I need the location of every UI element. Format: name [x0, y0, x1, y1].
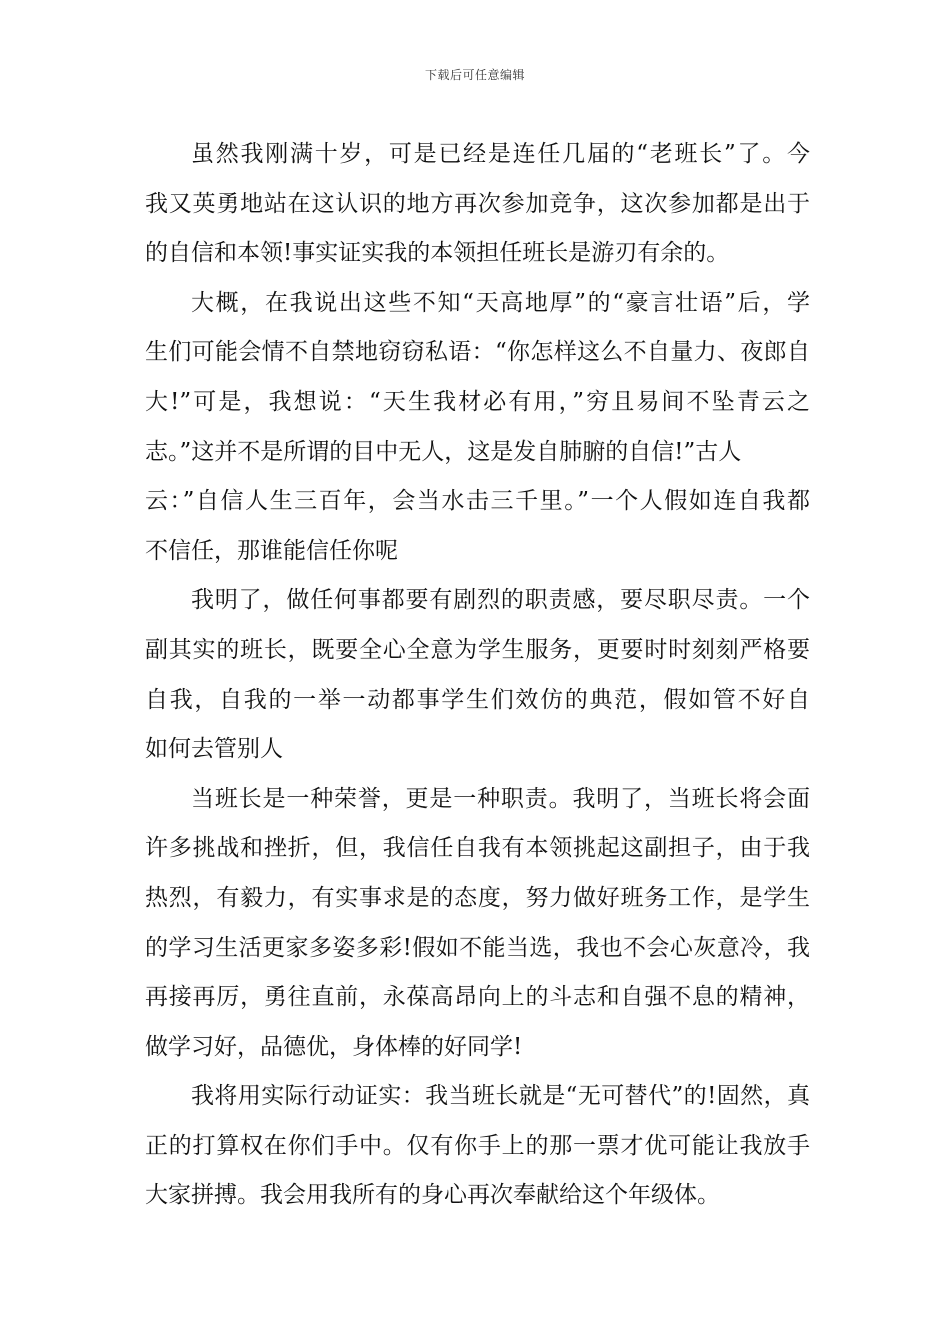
- paragraph-2: [145, 279, 810, 577]
- text-line: 我将用实际行动证实：我当班长就是“无可替代”的!固然，真: [191, 1083, 810, 1110]
- paragraph-4: [145, 775, 810, 1073]
- text-line: 许多挑战和挫折，但，我信任自我有本领挑起这副担子，由于我: [145, 835, 810, 862]
- text-line: 副其实的班长，既要全心全意为学生服务，更要时时刻刻严格要: [145, 636, 810, 663]
- text-line: 虽然我刚满十岁，可是已经是连任几届的“老班长”了。今: [191, 141, 810, 167]
- document-body: [145, 130, 810, 1221]
- text-line: 我又英勇地站在这认识的地方再次参加竞争，这次参加都是出于: [145, 190, 810, 217]
- text-line: 大概，在我说出这些不知“天高地厚”的“豪言壮语”后，学: [191, 289, 810, 316]
- text-line: 正的打算权在你们手中。仅有你手上的那一票才优可能让我放手: [145, 1132, 810, 1159]
- text-line: 大!”可是，我想说：“天生我材必有用，”穷且易间不坠青云之: [145, 388, 810, 415]
- text-line: 生们可能会情不自禁地窃窃私语：“你怎样这么不自量力、夜郎自: [145, 339, 810, 366]
- text-line: 如何去管别人: [145, 736, 283, 763]
- text-line: 热烈，有毅力，有实事求是的态度，努力做好班务工作，是学生: [145, 884, 810, 911]
- text-line: 的学习生活更家多姿多彩!假如不能当选，我也不会心灰意冷，我: [145, 934, 810, 961]
- text-line: 我明了，做任何事都要有剧烈的职责感，要尽职尽责。一个: [191, 587, 810, 614]
- text-line: 再接再厉，勇往直前，永葆高昂向上的斗志和自强不息的精神，: [145, 984, 810, 1011]
- text-line: 当班长是一种荣誉，更是一种职责。我明了，当班长将会面: [191, 785, 810, 812]
- text-line: 做学习好，品德优，身体棒的好同学!: [145, 1033, 523, 1060]
- paragraph-3: [145, 576, 810, 774]
- page-header: 下载后可任意编辑: [424, 68, 525, 82]
- text-line: 大家拼搏。我会用我所有的身心再次奉献给这个年级体。: [145, 1182, 720, 1209]
- text-line: 云：”自信人生三百年，会当水击三千里。”一个人假如连自我都: [145, 488, 810, 515]
- text-line: 志。”这并不是所谓的目中无人，这是发自肺腑的自信!”古人: [145, 438, 742, 465]
- paragraph-1: [145, 130, 810, 279]
- text-line: 自我，自我的一举一动都事学生们效仿的典范，假如管不好自: [145, 686, 810, 713]
- text-line: 不信任，那谁能信任你呢: [145, 537, 398, 564]
- text-line: 的自信和本领!事实证实我的本领担任班长是游刃有余的。: [145, 240, 730, 267]
- paragraph-5: [145, 1072, 810, 1221]
